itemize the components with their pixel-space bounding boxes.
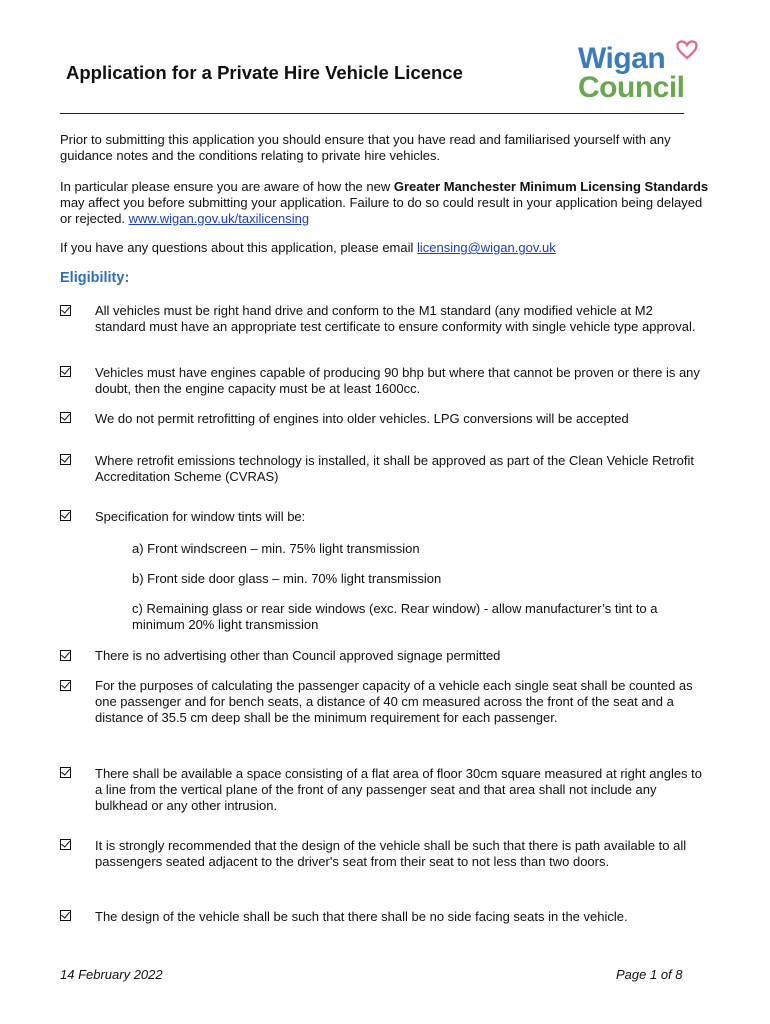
licensing-email-link[interactable]: licensing@wigan.gov.uk — [417, 240, 556, 255]
checkbox-icon — [60, 412, 71, 423]
intro-p3-text: If you have any questions about this application, please email — [60, 240, 418, 255]
logo-word-wigan: Wigan — [578, 42, 666, 75]
intro-p2-text-b: may affect you before submitting your application. Failure to do so could result in your application being delayed or rejected. — [60, 194, 703, 226]
gm-standards-bold: Greater Manchester Minimum Licensing Standards — [393, 179, 709, 194]
eligibility-item: It is strongly recommended that the design of the vehicle shall be such that there is path available to all passengers seated adjacent to the driver's seat from their seat to not less than two doors. — [95, 838, 687, 869]
eligibility-item: We do not permit retrofitting of engines into older vehicles. LPG conversions will be accepted — [95, 411, 629, 426]
heart-icon — [676, 40, 698, 60]
eligibility-item: All vehicles must be right hand drive and conform to the M1 standard (any modified vehicle at M2 standard must have an appropriate test certificate to ensure conformity with single vehicle type approval. — [95, 303, 696, 334]
checkbox-icon — [60, 767, 71, 778]
intro-paragraph-1: Prior to submitting this application you should ensure that you have read and familiarised yourself with any guidance notes and the conditions relating to private hire vehicles. — [60, 132, 671, 163]
page-title: Application for a Private Hire Vehicle Licence — [66, 62, 463, 83]
checkbox-icon — [60, 366, 71, 377]
checkbox-icon — [60, 650, 71, 661]
footer-page-number: Page 1 of 8 — [616, 967, 683, 982]
eligibility-item: There shall be available a space consisting of a flat area of floor 30cm square measured at right angles to a line from the vertical plane of the front of any passenger seat and that area shall not include any bulkhead or any other intrusion. — [95, 766, 703, 813]
taxi-licensing-link[interactable]: www.wigan.gov.uk/taxilicensing — [128, 210, 310, 226]
title-divider — [60, 113, 684, 114]
tint-spec-remaining-glass: c) Remaining glass or rear side windows (exc. Rear window) - allow manufacturer’s tint to a minimum 20% light transmission — [132, 601, 658, 632]
eligibility-item: The design of the vehicle shall be such that there shall be no side facing seats in the vehicle. — [95, 909, 628, 924]
eligibility-item: For the purposes of calculating the passenger capacity of a vehicle each single seat shall be counted as one passenger and for bench seats, a distance of 40 cm measured across the front of the seat and a distance of 35.5 cm deep shall be the minimum requirement for each passenger. — [95, 678, 693, 725]
eligibility-heading: Eligibility: — [60, 270, 130, 286]
footer-date: 14 February 2022 — [60, 967, 163, 982]
eligibility-item: Where retrofit emissions technology is installed, it shall be approved as part of the Clean Vehicle Retrofit Accreditation Scheme (CVRAS) — [95, 453, 695, 484]
eligibility-item: Vehicles must have engines capable of producing 90 bhp but where that cannot be proven or there is any doubt, then the engine capacity must be at least 1600cc. — [95, 365, 700, 396]
intro-paragraph-3 — [60, 240, 710, 256]
tint-spec-front-side-door: b) Front side door glass – min. 70% light transmission — [132, 571, 442, 586]
checkbox-icon — [60, 910, 71, 921]
checkbox-icon — [60, 454, 71, 465]
wigan-council-logo — [578, 40, 703, 104]
intro-p2-text-a: In particular please ensure you are aware of how the new — [60, 179, 394, 194]
checkbox-icon — [60, 680, 71, 691]
intro-paragraph-2 — [60, 179, 710, 226]
eligibility-item: There is no advertising other than Council approved signage permitted — [95, 648, 501, 663]
checkbox-icon — [60, 839, 71, 850]
checkbox-icon — [60, 305, 71, 316]
checkbox-icon — [60, 510, 71, 521]
eligibility-item: Specification for window tints will be: — [95, 509, 306, 524]
logo-word-council: Council — [578, 71, 685, 104]
tint-spec-front-windscreen: a) Front windscreen – min. 75% light transmission — [132, 541, 420, 556]
